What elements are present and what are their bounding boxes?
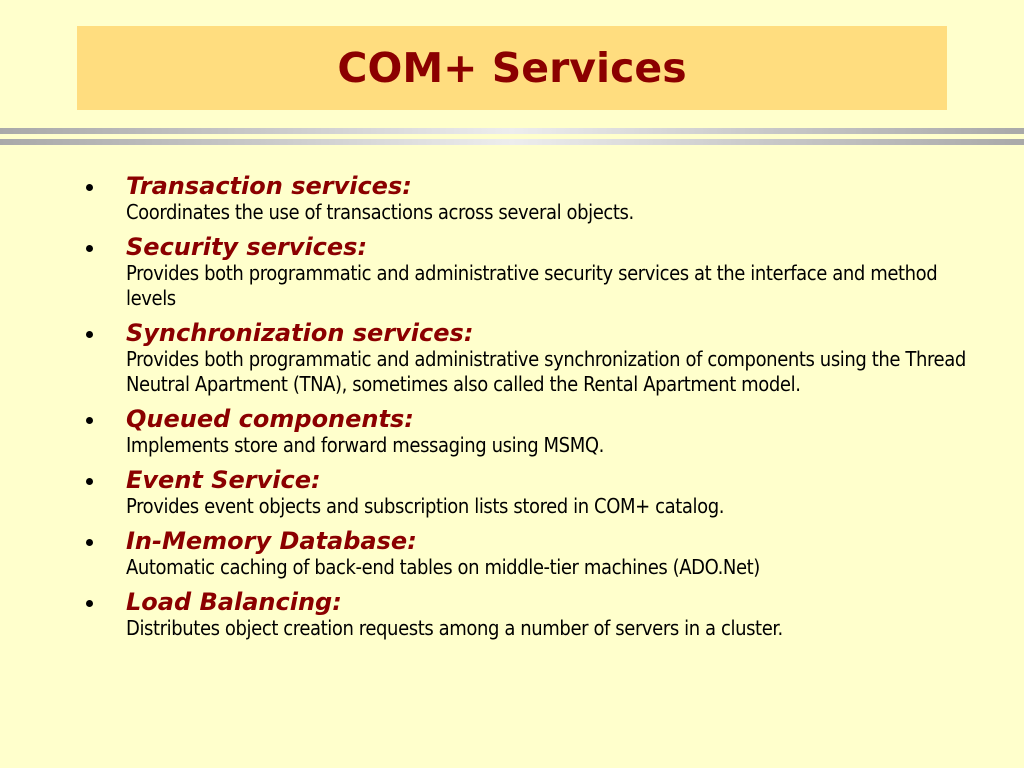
list-item xyxy=(86,527,986,580)
item-description: Provides event objects and subscription lists stored in COM+ catalog. xyxy=(126,494,725,518)
item-heading: Security services: xyxy=(126,233,368,261)
list-item xyxy=(86,319,986,397)
list-item xyxy=(86,588,986,641)
bullet-icon xyxy=(86,478,93,485)
item-heading: In-Memory Database: xyxy=(126,527,417,555)
slide-title: COM+ Services xyxy=(337,44,687,92)
list-item xyxy=(86,172,986,225)
services-list xyxy=(86,172,986,649)
item-description: Distributes object creation requests among a number of servers in a cluster. xyxy=(126,616,783,640)
item-description: Implements store and forward messaging using MSMQ. xyxy=(126,433,604,457)
item-description: Coordinates the use of transactions across several objects. xyxy=(126,200,634,224)
divider-line-bottom xyxy=(0,139,1024,145)
divider-line-top xyxy=(0,128,1024,134)
bullet-icon xyxy=(86,245,93,252)
bullet-icon xyxy=(86,417,93,424)
item-description: Provides both programmatic and administrative security services at the interface and method levels xyxy=(126,261,938,310)
title-banner xyxy=(77,26,947,110)
item-heading: Event Service: xyxy=(126,466,321,494)
item-heading: Transaction services: xyxy=(126,172,412,200)
item-heading: Load Balancing: xyxy=(126,588,342,616)
list-item xyxy=(86,405,986,458)
bullet-icon xyxy=(86,600,93,607)
list-item xyxy=(86,233,986,311)
item-description: Automatic caching of back-end tables on middle-tier machines (ADO.Net) xyxy=(126,555,760,579)
item-heading: Synchronization services: xyxy=(126,319,474,347)
bullet-icon xyxy=(86,184,93,191)
list-item xyxy=(86,466,986,519)
item-heading: Queued components: xyxy=(126,405,414,433)
bullet-icon xyxy=(86,331,93,338)
bullet-icon xyxy=(86,539,93,546)
item-description: Provides both programmatic and administrative synchronization of components using the Thread Neutral Apartment (TNA), sometimes also called the Rental Apartment model. xyxy=(126,347,966,396)
